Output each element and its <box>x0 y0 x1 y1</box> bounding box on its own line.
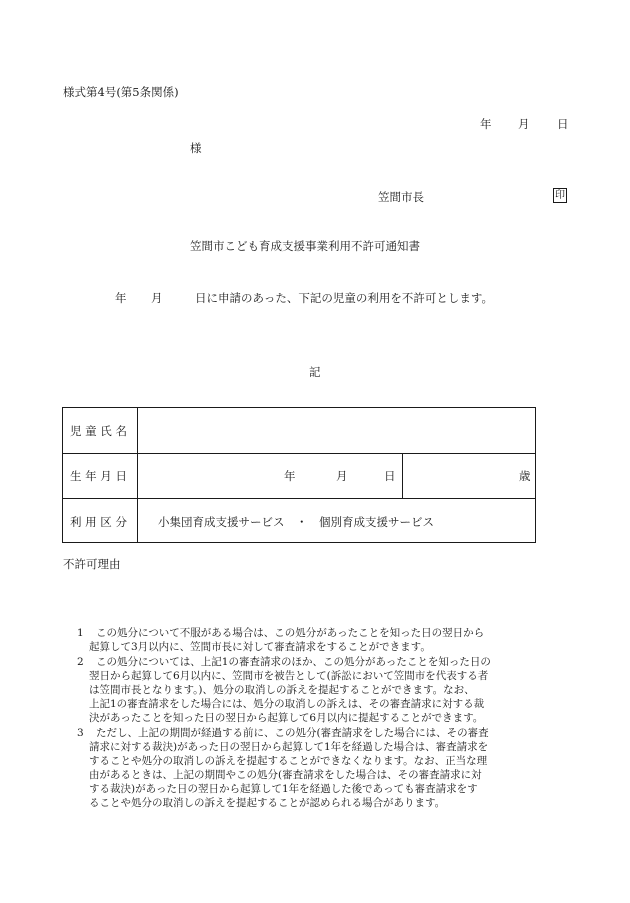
ki-heading: 記 <box>309 365 321 379</box>
birth-year-label: 年 <box>284 469 296 483</box>
table-row-divider <box>63 498 535 499</box>
birth-month-label: 月 <box>336 469 348 483</box>
birth-day-label: 日 <box>384 469 396 483</box>
note-line: 決があったことを知った日の翌日から起算して6月以内に提起することができます。 <box>89 712 484 724</box>
note-line: 請求に対する裁決)があった日の翌日から起算して1年を経過した場合は、審査請求を <box>89 741 489 753</box>
note-line: ただし、上記の期間が経過する前に、この処分(審査請求をした場合には、その審査 <box>96 727 489 739</box>
note-line: することや処分の取消しの訴えを提起することができなくなります。なお、正当な理 <box>89 755 488 767</box>
usage-category-label: 利 用 区 分 <box>70 515 127 529</box>
addressee-suffix: 様 <box>190 141 202 155</box>
table-column-divider <box>402 453 403 498</box>
note-number: 1 <box>77 627 84 639</box>
table-row-divider <box>63 453 535 454</box>
age-label: 歳 <box>519 469 531 483</box>
intro-year-label: 年 <box>115 291 127 305</box>
issuer-name: 笠間市長 <box>378 190 424 204</box>
note-line: は笠間市長となります。)、処分の取消しの訴えを提起することができます。なお、 <box>89 684 475 696</box>
table-column-divider <box>137 408 138 542</box>
note-number: 3 <box>77 727 84 739</box>
usage-category-options: 小集団育成支援サービス ・ 個別育成支援サービス <box>158 515 434 529</box>
note-number: 2 <box>77 656 84 668</box>
note-line: 由があるときは、上記の期間やこの処分(審査請求をした場合は、その審査請求に対 <box>89 769 482 781</box>
info-table <box>62 407 536 543</box>
note-line: この処分については、上記1の審査請求のほか、この処分があったことを知った日の <box>96 656 491 668</box>
child-name-label: 児 童 氏 名 <box>70 424 127 438</box>
intro-month-label: 月 <box>151 291 163 305</box>
note-line: 起算して3月以内に、笠間市長に対して審査請求をすることができます。 <box>89 641 431 653</box>
date-day-label: 日 <box>557 117 569 131</box>
note-line: する裁決)があった日の翌日から起算して1年を経過した後であっても審査請求をす <box>89 783 478 795</box>
note-line: 上記1の審査請求をした場合には、処分の取消しの訴えは、その審査請求に対する裁 <box>89 698 485 710</box>
intro-text: 日に申請のあった、下記の児童の利用を不許可とします。 <box>195 291 493 305</box>
note-line: この処分について不服がある場合は、この処分があったことを知った日の翌日から <box>96 627 485 639</box>
seal-mark: 印 <box>555 190 565 201</box>
date-year-label: 年 <box>480 117 492 131</box>
birthdate-label: 生 年 月 日 <box>70 469 127 483</box>
note-line: 翌日から起算して6月以内に、笠間市を被告として(訴訟において笠間市を代表する者 <box>89 670 489 682</box>
refusal-reason-label: 不許可理由 <box>63 557 121 571</box>
note-line: ることや処分の取消しの訴えを提起することが認められる場合があります。 <box>89 797 446 809</box>
form-number: 様式第4号(第5条関係) <box>63 85 179 99</box>
date-month-label: 月 <box>518 117 530 131</box>
document-title: 笠間市こども育成支援事業利用不許可通知書 <box>190 239 420 253</box>
